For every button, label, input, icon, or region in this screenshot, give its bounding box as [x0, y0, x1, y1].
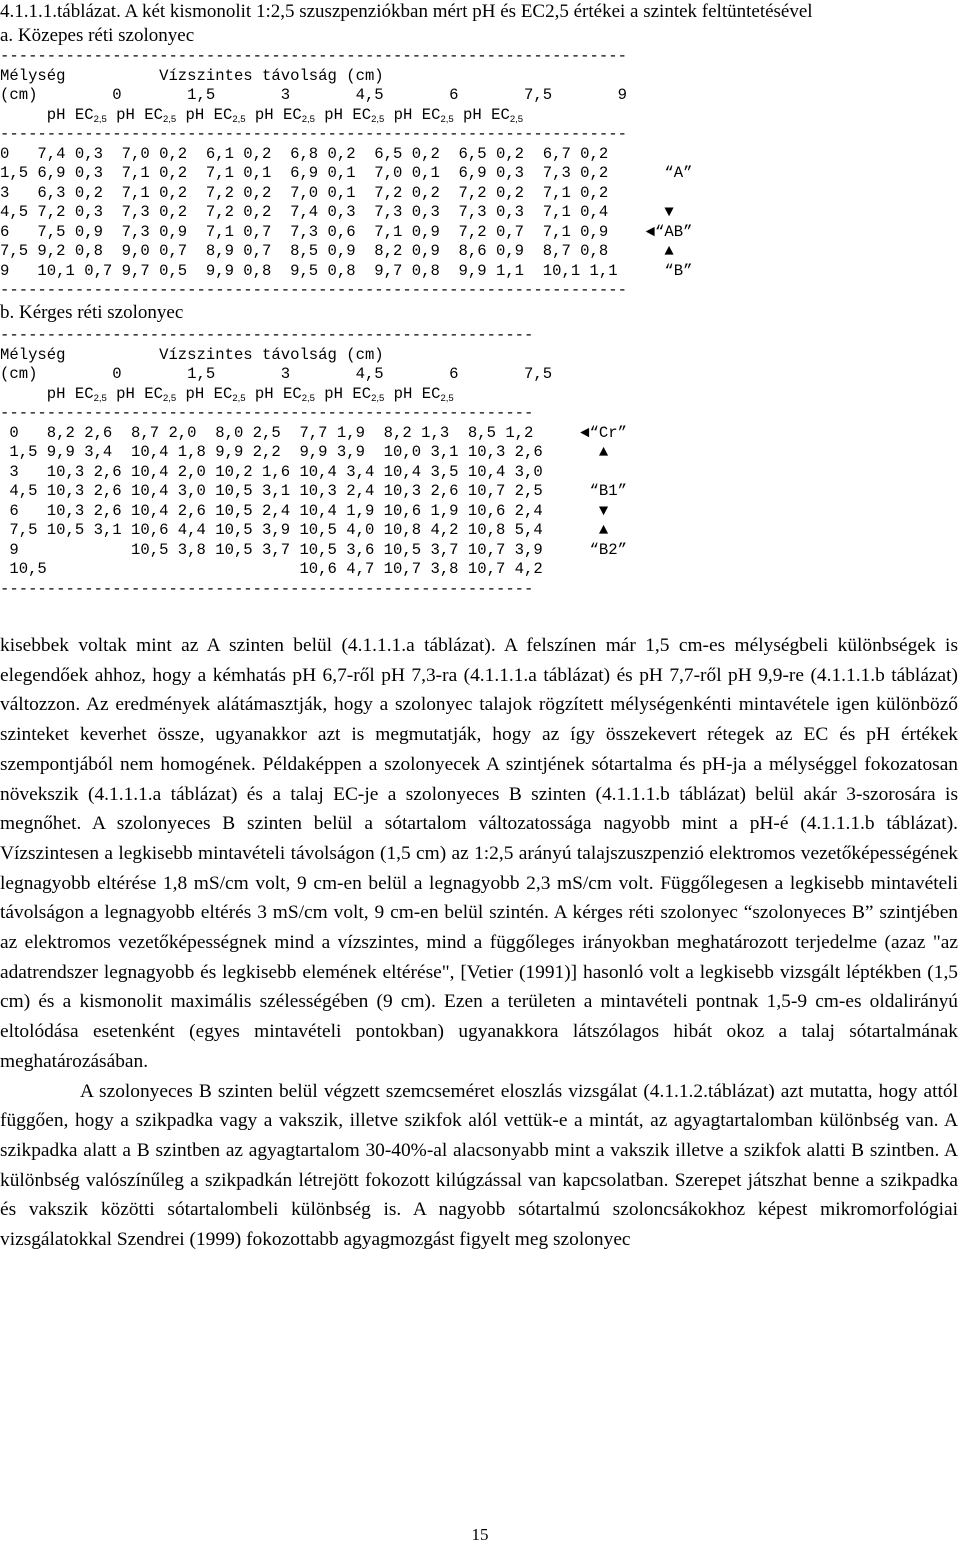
table-a: ------------------------------------------------------------------- Mélység Vízszintes távolság (cm) (cm) 0 1,5 3 4,5 6 7,5 9 pH $EC_{2,5}$ pH $EC_{2,5}$ pH $EC_{2,5}$ pH $EC_{2,5}$ pH $EC_{2,5}$ pH $EC_{2,5}$ pH $EC_{2,5}$ ------------------------------------------------------------------- 0 7,4 0,3 7,0 0,2 6,1 0,2 6,8 0,2 6,5 0,2 6,5 0,2 6,7 0,2 1,5 6,9 0,3 7,1 0,2 7,1 0,1 6,9 0,1 7,0 0,1 6,9 0,3 7,3 0,2 “A” 3 6,3 0,2 7,1 0,2 7,2 0,2 7,0 0,1 7,2 0,2 7,2 0,2 7,1 0,2 4,5 7,2 0,3 7,3 0,2 7,2 0,2 7,4 0,3 7,3 0,3 7,3 0,3 7,1 0,4 ▼ 6 7,5 0,9 7,3 0,9 7,1 0,7 7,3 0,6 7,1 0,9 7,2 0,7 7,1 0,9 ◄“AB” 7,5 9,2 0,8 9,0 0,7 8,9 0,7 8,5 0,9 8,2 0,9 8,6 0,9 8,7 0,8 ▲ 9 10,1 0,7 9,7 0,5 9,9 0,8 9,5 0,8 9,7 0,8 9,9 1,1 10,1 1,1 “B” -------------------------------------------------------------------: [0, 47, 693, 299]
table-row: 4,5 10,3 2,6 10,4 3,0 10,5 3,1 10,3 2,4 10,3 2,6 10,7 2,5 “B1”: [0, 482, 627, 500]
page-number: 15: [471, 1525, 489, 1544]
table-row: 4,5 7,2 0,3 7,3 0,2 7,2 0,2 7,4 0,3 7,3 0,3 7,3 0,3 7,1 0,4 ▼: [0, 203, 674, 221]
table-rule: -------------------------------------------------------------------: [0, 47, 627, 65]
table-row: 0 8,2 2,6 8,7 2,0 8,0 2,5 7,7 1,9 8,2 1,3 8,5 1,2 ◄“Cr”: [0, 423, 627, 442]
table-a-title: 4.1.1.1.táblázat. A két kismonolit 1:2,5 szuszpenziókban mért pH és EC2,5 értékei a szintek feltüntetésével: [0, 1, 813, 22]
paragraph: A szolonyeces B szinten belül végzett szemcseméret eloszlás vizsgálat (4.1.1.2.táblázat) azt mutatta, hogy attól függően, hogy a szikpadka vagy a vakszik, illetve szikfok alól vettük-e a mintát, az agyagtartalomban különbség van. A szikpadka alatt a B szintben az agyagtartalom 30-40%-al alacsonyabb mint a vakszik illetve a szikfok alatti B szintben. A különbség valószínűleg a szikpadkán létrejött fokozott kilúgzással van kapcsolatban. Szerepet játszhat benne a szikpadka és vakszik közötti sótartalombeli különbség is. A nagyobb sótartalmú szoloncsákokhoz képest mikromorfológiai vizsgálatokkal Szendrei (1999) fokozottabb agyagmozgást figyelt meg szolonyec: [0, 1080, 958, 1251]
table-row: 6 7,5 0,9 7,3 0,9 7,1 0,7 7,3 0,6 7,1 0,9 7,2 0,7 7,1 0,9 ◄“AB”: [0, 222, 693, 241]
table-b: --------------------------------------------------------- Mélység Vízszintes távolság (cm) (cm) 0 1,5 3 4,5 6 7,5 pH $EC_{2,5}$ pH $EC_{2,5}$ pH $EC_{2,5}$ pH $EC_{2,5}$ pH $EC_{2,5}$ pH $EC_{2,5}$ --------------------------------------------------------- 0 8,2 2,6 8,7 2,0 8,0 2,5 7,7 1,9 8,2 1,3 8,5 1,2 ◄“Cr” 1,5 9,9 3,4 10,4 1,8 9,9 2,2 9,9 3,9 10,0 3,1 10,3 2,6 ▲ 3 10,3 2,6 10,4 2,0 10,2 1,6 10,4 3,4 10,4 3,5 10,4 3,0 4,5 10,3 2,6 10,4 3,0 10,5 3,1 10,3 2,4 10,3 2,6 10,7 2,5 “B1” 6 10,3 2,6 10,4 2,6 10,5 2,4 10,4 1,9 10,6 1,9 10,6 2,4 ▼ 7,5 10,5 3,1 10,6 4,4 10,5 3,9 10,5 4,0 10,8 4,2 10,8 5,4 ▲ 9 10,5 3,8 10,5 3,7 10,5 3,6 10,5 3,7 10,7 3,9 “B2” 10,5 10,6 4,7 10,7 3,8 10,7 4,2 ---------------------------------------------------------: [0, 326, 627, 598]
table-b-caption: b. Kérges réti szolonyec: [0, 302, 184, 323]
table-row: 1,5 6,9 0,3 7,1 0,2 7,1 0,1 6,9 0,1 7,0 0,1 6,9 0,3 7,3 0,2 “A”: [0, 164, 693, 182]
table-row: 7,5 10,5 3,1 10,6 4,4 10,5 3,9 10,5 4,0 10,8 4,2 10,8 5,4 ▲: [0, 521, 609, 539]
table-row: 10,5 10,6 4,7 10,7 3,8 10,7 4,2: [0, 560, 543, 578]
table-row: 1,5 9,9 3,4 10,4 1,8 9,9 2,2 9,9 3,9 10,0 3,1 10,3 2,6 ▲: [0, 443, 609, 461]
table-rule: ---------------------------------------------------------: [0, 326, 534, 344]
table-row: 7,5 9,2 0,8 9,0 0,7 8,9 0,7 8,5 0,9 8,2 0,9 8,6 0,9 8,7 0,8 ▲: [0, 242, 674, 260]
table-rule: ---------------------------------------------------------: [0, 404, 534, 422]
body-text: [0, 631, 958, 1255]
table-a-caption: [0, 0, 940, 48]
table-row: 6 10,3 2,6 10,4 2,6 10,5 2,4 10,4 1,9 10,6 1,9 10,6 2,4 ▼: [0, 501, 609, 520]
table-row: 9 10,5 3,8 10,5 3,7 10,5 3,6 10,5 3,7 10,7 3,9 “B2”: [0, 540, 627, 559]
table-rule: ---------------------------------------------------------: [0, 579, 534, 598]
table-a-subtitle: a. Közepes réti szolonyec: [0, 25, 195, 46]
table-row: 3 6,3 0,2 7,1 0,2 7,2 0,2 7,0 0,1 7,2 0,2 7,2 0,2 7,1 0,2: [0, 183, 609, 202]
table-row: 9 10,1 0,7 9,7 0,5 9,9 0,8 9,5 0,8 9,7 0,8 9,9 1,1 10,1 1,1 “B”: [0, 261, 693, 280]
paragraph: kisebbek voltak mint az A szinten belül (4.1.1.1.a táblázat). A felszínen már 1,5 cm-es mélységbeli különbségek is elegendőek ahhoz, hogy a kémhatás pH 6,7-ről pH 7,3-ra (4.1.1.1.a táblázat) és pH 7,7-ről pH 9,9-re (4.1.1.1.b táblázat) változzon. Az eredmények alátámasztják, hogy a szolonyec talajok rögzített mélységenkénti mintavétele igen különböző szinteket keverhet össze, ugyanakkor azt is megmutatják, hogy az így összekevert rétegek az EC és pH értékek szempontjából nem homogének. Példaképpen a szolonyecek A szintjének sótartalma és pH-ja a mélységgel fokozatosan növekszik (4.1.1.1.a táblázat) és a talaj EC-je a szolonyeces B szinten (4.1.1.1.b táblázat) belül akár 3-szorosára is megnőhet. A szolonyeces B szinten belül a sótartalom változatossága nagyobb mint a pH-é (4.1.1.1.b táblázat). Vízszintesen a legkisebb mintavételi távolságon (1,5 cm) az 1:2,5 arányú talajszuszpenzió elektromos vezetőképességének legnagyobb eltérése 1,8 mS/cm volt, 9 cm-en belül a legnagyobb 2,3 mS/cm volt. Függőlegesen a legkisebb mintavételi távolságon a legnagyobb eltérés 3 mS/cm volt, 9 cm-en belül szintén. A kérges réti szolonyec “szolonyeces B” szintjében az elektromos vezetőképességnek mind a vízszintes, mind a függőleges irányokban meghatározott terjedelme (azaz "az adatrendszer legnagyobb és legkisebb elemének eltérése", [Vetier (1991)] hasonló volt a legkisebb vizsgált léptékben (1,5 cm) és a kismonolit maximális szélességében (9 cm). Ezen a területen a mintavételi pontnak 1,5-9 cm-es oldalirányú eltolódása esetenként (egyes mintavételi pontokban) ugyanakkora látszólagos hibát okoz a talaj sótartalmának meghatározásában.: [0, 635, 958, 1072]
table-row: 3 10,3 2,6 10,4 2,0 10,2 1,6 10,4 3,4 10,4 3,5 10,4 3,0: [0, 462, 543, 481]
table-rule: -------------------------------------------------------------------: [0, 281, 627, 299]
table-rule: -------------------------------------------------------------------: [0, 125, 627, 143]
table-row: 0 7,4 0,3 7,0 0,2 6,1 0,2 6,8 0,2 6,5 0,2 6,5 0,2 6,7 0,2: [0, 144, 609, 163]
